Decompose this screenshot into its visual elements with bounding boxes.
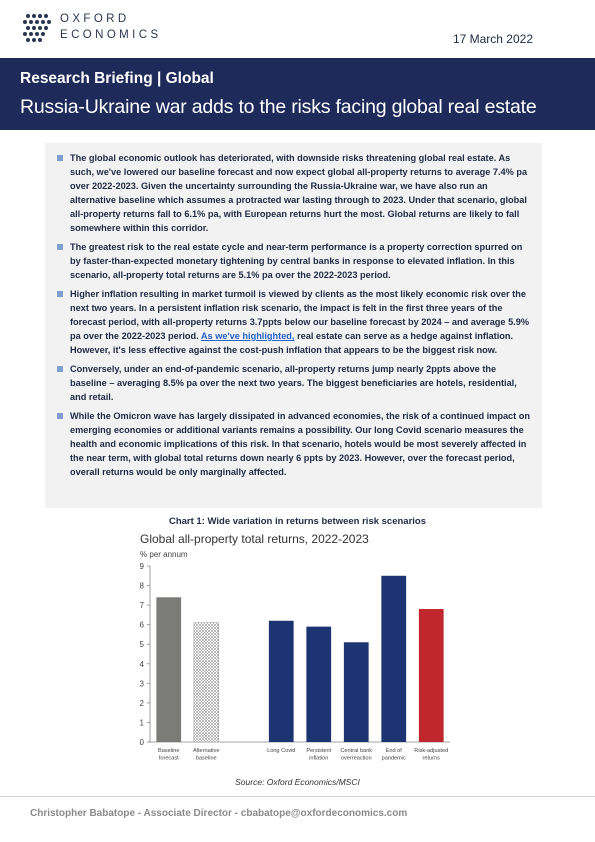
bar	[269, 621, 294, 742]
bar	[306, 627, 331, 742]
returns-bar-chart	[130, 558, 470, 774]
y-tick-label: 9	[139, 562, 144, 571]
chart-caption: Chart 1: Wide variation in returns between risk scenarios	[168, 516, 427, 527]
bar	[156, 597, 181, 742]
summary-bullet-2: The greatest risk to the real estate cycle and near-term performance is a property correction spurred on by faster-than-expected monetary tightening by central banks in response to elevated inflation. In this scenario, all-property total returns are 5.1% pa over the 2022-2023 period.	[57, 240, 530, 282]
x-tick-label: Persistent inflation	[306, 748, 332, 762]
summary-bullet-3	[57, 287, 530, 357]
chart-y-unit-label: % per annum	[140, 550, 188, 559]
bullet-3-text-after: real estate can serve as a hedge against inflation. However, it's less effective against the cost-push inflation that appears to be the biggest risk now.	[70, 331, 514, 355]
bar	[419, 609, 444, 742]
x-tick-label: Central bank overreaction	[340, 748, 373, 762]
highlighted-link[interactable]: As we've highlighted,	[200, 331, 295, 341]
oxford-economics-logo	[20, 12, 162, 44]
summary-box	[45, 143, 542, 508]
y-tick-label: 8	[139, 581, 144, 591]
bar	[381, 576, 406, 742]
bar	[344, 642, 369, 742]
bullet-3-text-before: Higher inflation resulting in market turmoil is viewed by clients as the most likely economic risk over the next two years. In a persistent inflation risk scenario, the impact is felt in the first three years of the forecast period, with all-property returns 3.7ppts below our baseline forecast by 2024 – and average 5.9% pa over the 2022-2023 period.	[70, 289, 530, 341]
summary-bullet-1: The global economic outlook has deteriorated, with downside risks threatening global real estate. As such, we've lowered our baseline forecast and now expect global all-property returns to average 7.4% pa over 2022-2023. Given the uncertainty surrounding the Russia-Ukraine war, we have also run an alternative baseline which assumes a protracted war lasting through to 2023. Under that scenario, global all-property returns fall to 6.1% pa, with European returns hurt the most. Global returns are likely to fall somewhere within this corridor.	[57, 151, 530, 235]
chart-source: Source: Oxford Economics/MSCI	[235, 777, 360, 787]
x-axis-labels	[158, 748, 448, 762]
summary-bullet-5: While the Omicron wave has largely dissipated in advanced economies, the risk of a continued impact on emerging economies or additional variants remains a possibility. Our long Covid scenario measures the health and economic implications of this risk. In that scenario, hotels would be most severely affected in the near term, with global total returns down nearly 6 ppts by 2023. However, over the forecast period, overall returns would be only marginally affected.	[57, 409, 530, 479]
y-tick-label: 7	[139, 601, 144, 611]
logo-text-line1: OXFORD	[60, 13, 130, 25]
y-tick-label: 5	[139, 640, 144, 650]
bar	[194, 623, 219, 742]
banner-title: Research Briefing | Global	[20, 70, 214, 87]
x-tick-label: End of pandemic	[381, 748, 406, 762]
y-tick-label: 2	[139, 698, 144, 708]
footer-divider	[0, 796, 595, 797]
x-tick-label: Alternative baseline	[193, 748, 220, 762]
logo-mark-icon	[20, 12, 56, 44]
x-tick-label: Baseline forecast	[158, 748, 180, 762]
summary-bullet-4: Conversely, under an end-of-pandemic scenario, all-property returns jump nearly 2ppts above the baseline – averaging 8.5% pa over the next two years. The biggest beneficiaries are hotels, residential, and retail.	[57, 362, 530, 404]
y-tick-label: 0	[139, 738, 144, 747]
publication-date: 17 March 2022	[452, 32, 533, 46]
y-tick-label: 4	[139, 659, 144, 669]
x-tick-label: Risk-adjusted returns	[414, 748, 449, 762]
x-tick-label: Long Covid	[267, 748, 296, 754]
logo-text-line2: ECONOMICS	[60, 29, 162, 41]
title-banner	[0, 58, 595, 130]
y-tick-label: 6	[139, 620, 144, 630]
y-tick-label: 1	[139, 718, 144, 728]
bar-series	[156, 576, 443, 742]
y-tick-label: 3	[139, 679, 144, 689]
author-footer: Christopher Babatope - Associate Director - cbabatope@oxfordeconomics.com	[30, 808, 408, 819]
banner-subtitle: Russia-Ukraine war adds to the risks facing global real estate	[20, 96, 537, 118]
chart-title: Global all-property total returns, 2022-2023	[140, 532, 369, 546]
